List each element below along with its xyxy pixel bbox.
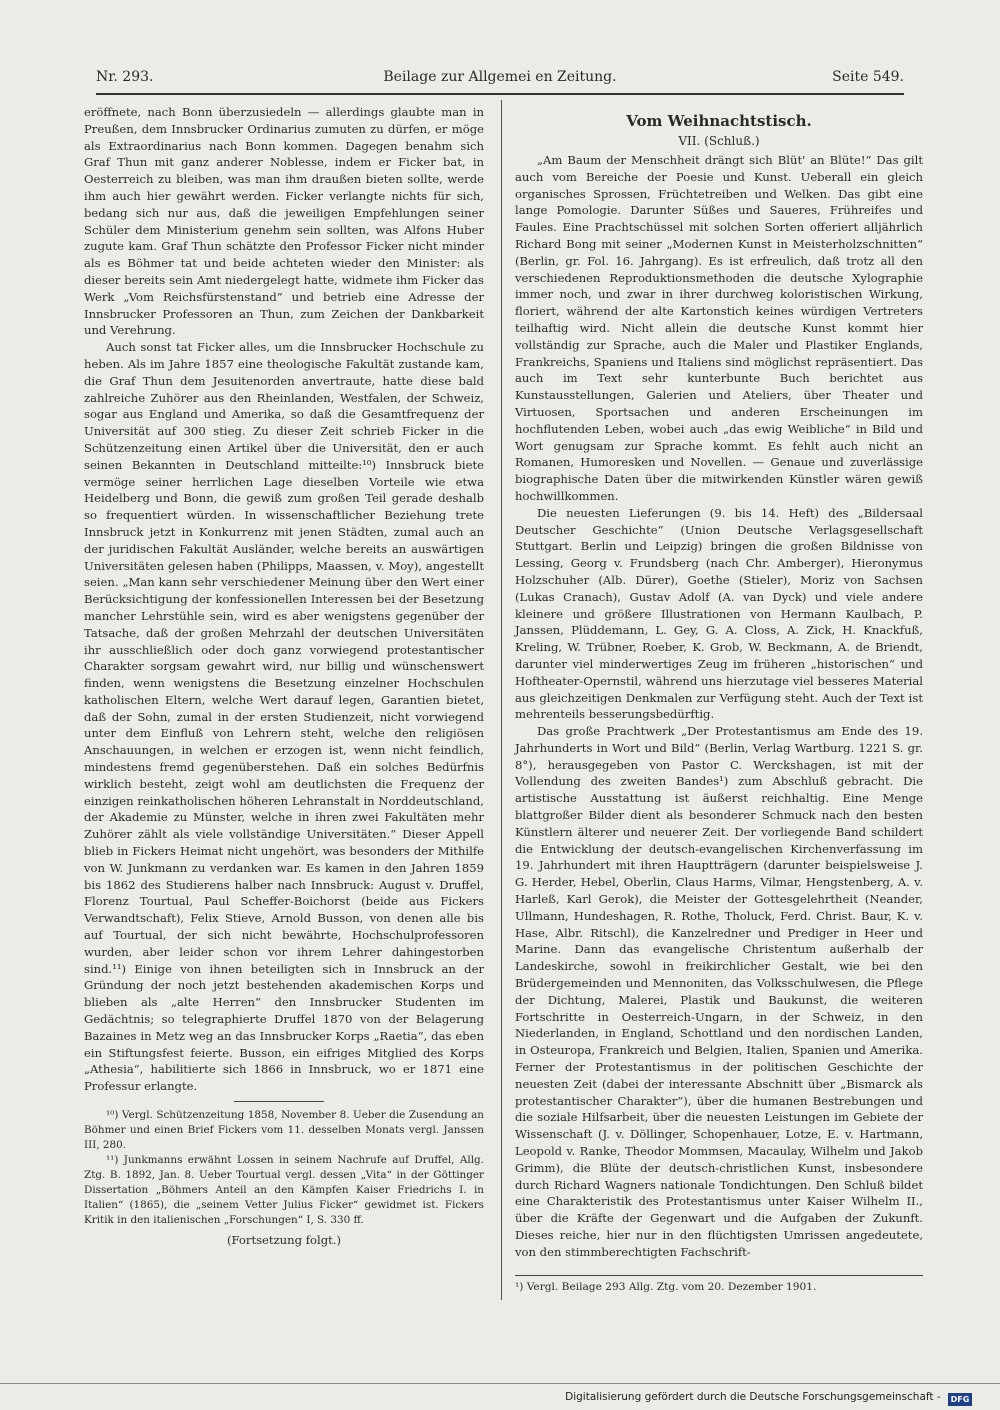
footnote: ¹) Vergl. Beilage 293 Allg. Ztg. vom 20. Dezember 1901. (515, 1275, 923, 1295)
column-divider (501, 100, 502, 1300)
continuation-note: (Fortsetzung folgt.) (226, 1233, 341, 1248)
footnote: ¹⁰) Vergl. Schützenzeitung 1858, November 8. Ueber die Zusendung an Böhmer und einen Brief Fickers vom 11. desselben Monats vergl. Janssen III, 280. (84, 1109, 484, 1152)
page-number: Seite 549. (832, 69, 904, 85)
digitization-footer (565, 1389, 972, 1405)
issue-number: Nr. 293. (96, 69, 154, 85)
right-paragraph: „Am Baum der Menschheit drängt sich Blüt' an Blüte!“ Das gilt auch vom Bereiche der Poesie und Kunst. Ueberall ein gleich organisches Sprossen, Früchtetreiben und Welken. Das gibt eine lange Pomologie. Darunter Süßes und Saueres, Frühreifes und Faules. Eine Prachtschüssel mit solchen Sorten offeriert alljährlich Richard Bong mit seiner „Modernen Kunst in Meisterholzschnitten“ (Berlin, gr. Fol. 16. Jahrgang). Es ist erfreulich, daß trotz all den verschiedenen Reproduktionsmethoden die deutsche Xylographie immer noch, und zwar in ihrer durchweg koloristischen Wirkung, floriert, während der alte Kartonstich keines würdigen Vertreters teilhaftig wird. Nicht allein die deutsche Kunst kommt hier vollständig zur Sprache, auch die Maler und Plastiker Englands, Frankreichs, Spaniens und Italiens sind möglichst repräsentiert. Das auch im Text sehr kunterbunte Buch berichtet aus Kunstausstellungen, Galerien und Ateliers, über Theater und Virtuosen, Sportsachen und anderen Erscheinungen im hochflutenden Leben, wobei auch „das ewig Weibliche“ in Bild und Wort genugsam zur Sprache kommt. Es fehlt auch nicht an Romanen, Humoresken und Novellen. — Genaue und zuverlässige biographische Daten über die mitwirkenden Künstler wären gewiß hochwillkommen. (515, 153, 923, 503)
publication-title: Beilage zur Allgemei en Zeitung. (383, 69, 617, 85)
right-paragraph: Die neuesten Lieferungen (9. bis 14. Heft) des „Bildersaal Deutscher Geschichte“ (Union Deutsche Verlagsgesellschaft Stuttgart. Berlin und Leipzig) bringen die großen Bildnisse von Lessing, Georg v. Frundsberg (nach Chr. Amberger), Hieronymus Holzschuher (Alb. Dürer), Goethe (Stieler), Moriz von Sachsen (Lukas Cranach), Gustav Adolf (A. van Dyck) und viele andere kleinere und größere Illustrationen von Hermann Kaulbach, P. Janssen, Plüddemann, L. Gey, G. A. Closs, A. Zick, H. Knackfuß, Kreling, W. Trübner, Roeber, K. Grob, W. Beckmann, A. de Briendt, darunter viel minderwertiges Zeug im früheren „historischen“ und Hoftheater-Opernstil, während uns hierzutage viel besseres Material aus gleichzeitigen Denkmalen zur Verfügung steht. Auch der Text ist mehrenteils besserungsbedürftig. (515, 505, 923, 722)
left-paragraph: eröffnete, nach Bonn überzusiedeln — allerdings glaubte man in Preußen, dem Innsbrucker Ordinarius zumuten zu dürfen, er möge als Extraordinarius nach Bonn kommen. Dagegen benahm sich Graf Thun mit ganz anderer Noblesse, indem er Ficker bat, in Oesterreich zu bleiben, was man ihm draußen bieten sollte, werde ihm auch hier gewährt werden. Ficker verlangte nichts für sich, bedang sich nur aus, daß die jeweiligen Empfehlungen seiner Schüler dem Ministerium genehm sein sollten, was Alfons Huber zugute kam. Graf Thun schätzte den Professor Ficker nicht minder als es Böhmer tat und beide achteten wieder den Minister: als dieser bereits sein Amt niedergelegt hatte, widmete ihm Ficker das Werk „Vom Reichsfürstenstand“ und betrieb eine Adresse der Innsbrucker Professoren an Thun, zum Zeichen der Dankbarkeit und Verehrung. (84, 105, 484, 338)
left-column (84, 104, 484, 1249)
page-header (96, 66, 904, 88)
right-column (515, 104, 923, 1295)
article-subtitle: VII. (Schluß.) (678, 134, 760, 148)
footer-rule (0, 1383, 1000, 1384)
header-rule (96, 93, 904, 95)
footnote: ¹¹) Junkmanns erwähnt Lossen in seinem Nachrufe auf Druffel, Allg. Ztg. B. 1892, Jan. 8. Ueber Tourtual vergl. dessen „Vita“ in der Göttinger Dissertation „Böhmers Anteil an den Kämpfen Kaiser Friedrichs I. in Italien“ (1865), die „seinem Vetter Julius Ficker“ gewidmet ist. Fickers Kritik in den italienischen „Forschungen“ I, S. 330 ff. (84, 1154, 484, 1227)
footnote-rule (234, 1101, 324, 1102)
article-title: Vom Weihnachtstisch. (626, 112, 812, 130)
left-paragraph: Auch sonst tat Ficker alles, um die Innsbrucker Hochschule zu heben. Als im Jahre 1857 eine theologische Fakultät zustande kam, die Graf Thun dem Jesuitenorden anvertraute, hatte diese bald zahlreiche Zuhörer aus den Rheinlanden, Westfalen, der Schweiz, sogar aus England und Amerika, so daß die Gesamtfrequenz der Universität auf 300 stieg. Zu dieser Zeit schrieb Ficker in die Schützenzeitung einen Artikel über die Universität, den er auch seinen Bekannten in Deutschland mitteilte:¹⁰) Innsbruck biete vermöge seiner herrlichen Lage dieselben Vorteile wie etwa Heidelberg und Bonn, die gewiß zum großen Teil gerade deshalb so frequentiert würden. In wissenschaftlicher Beziehung trete Innsbruck jetzt in Konkurrenz mit jenen Städten, zumal auch an der juridischen Fakultät Ausländer, welche bereits an auswärtigen Universitäten gelesen haben (Philipps, Maassen, v. Moy), angestellt seien. „Man kann sehr verschiedener Meinung über den Wert einer Berücksichtigung der konfessionellen Interessen bei der Besetzung mancher Lehrstühle sein, wird es aber wenigstens gegenüber der Tatsache, daß der großen Mehrzahl der deutschen Universitäten ihr ausschließlich oder doch ganz vorwiegend protestantischer Charakter sorgsam gewahrt wird, nur billig und wünschenswert finden, wenn wenigstens die Besetzung einzelner Hochschulen katholischen Eltern, welche Wert darauf legen, Garantien bietet, daß der Sohn, zumal in der ersten Studienzeit, nicht vorwiegend unter dem Einfluß von Lehrern steht, welche den religiösen Anschauungen, in welchen er erzogen ist, wenn nicht feindlich, mindestens fremd gegenüberstehen. Daß ein solches Bedürfnis wirklich besteht, zeigt wohl am deutlichsten die Frequenz der einzigen reinkatholischen höheren Lehranstalt in Norddeutschland, der Akademie zu Münster, welche in ihren zwei Fakultäten mehr Zuhörer zählt als viele vollständige Universitäten.“ Dieser Appell blieb in Fickers Heimat nicht ungehört, was besonders der Mithilfe von W. Junkmann zu verdanken war. Es kamen in den Jahren 1859 bis 1862 des Studierens halber nach Innsbruck: August v. Druffel, Florenz Tourtual, Paul Scheffer-Boichorst (beide aus Fickers Verwandtschaft), Felix Stieve, Arnold Busson, von denen alle bis auf Tourtual, der sich nicht bewährte, Hochschulprofessoren wurden, aber leider schon vor ihrem Lehrer dahingestorben sind.¹¹) Einige von ihnen beteiligten sich in Innsbruck an der Gründung der noch jetzt bestehenden akademischen Korps und blieben als „alte Herren“ den Innsbrucker Studenten im Gedächtnis; so telegraphierte Druffel 1870 von der Belagerung Bazaines in Metz weg an das Innsbrucker Korps „Raetia“, das eben ein Stiftungsfest feierte. Busson, ein eifriges Mitglied des Korps „Athesia“, habilitierte sich 1866 in Innsbruck, wo er 1871 eine Professur erlangte. (84, 340, 484, 1094)
funding-note: Digitalisierung gefördert durch die Deutsche Forschungsgemeinschaft - (565, 1391, 941, 1403)
right-paragraph: Das große Prachtwerk „Der Protestantismus am Ende des 19. Jahrhunderts in Wort und Bild“ (Berlin, Verlag Wartburg. 1221 S. gr. 8°), herausgegeben von Pastor C. Werckshagen, ist mit der Vollendung des zweiten Bandes¹) zum Abschluß gebracht. Die artistische Ausstattung ist äußerst reichhaltig. Eine Menge blattgroßer Bilder dient als besonderer Schmuck nach den besten Künstlern älterer und neuerer Zeit. Der vorliegende Band schildert die Entwicklung der deutsch-evangelischen Kirchenverfassung im 19. Jahrhundert mit ihren Hauptträgern (darunter beispielsweise J. G. Herder, Hebel, Oberlin, Claus Harms, Vilmar, Hengstenberg, A. v. Harleß, Karl Gerok), die Meister der Gottesgelehrtheit (Neander, Ullmann, Hundeshagen, R. Rothe, Tholuck, Ferd. Christ. Baur, K. v. Hase, Albr. Ritschl), die Kanzelredner und Prediger in Heer und Marine. Dann das evangelische Christentum außerhalb der Landeskirche, sowohl in freikirchlicher Gestalt, wie bei den Brüdergemeinden und Mennoniten, das Volksschulwesen, die Pflege der Dichtung, Malerei, Plastik und Baukunst, die weiteren Fortschritte in Oesterreich-Ungarn, in der Schweiz, in den Niederlanden, in England, Schottland und den nordischen Landen, in Osteuropa, Frankreich und Belgien, Italien, Spanien und Amerika. Ferner der Protestantismus in der politischen Geschichte der neuesten Zeit (dabei der interessante Abschnitt über „Bismarck als protestantischer Charakter“), über die humanen Bestrebungen und die soziale Hilfsarbeit, über die neuesten Leistungen im Gebiete der Wissenschaft (J. v. Döllinger, Schopenhauer, Lotze, E. v. Hartmann, Leopold v. Ranke, Theodor Mommsen, Macaulay, Wilhelm und Jakob Grimm), die Blüte der deutsch-christlichen Kunst, insbesondere durch Richard Wagners nationale Tondichtungen. Den Schluß bildet eine Charakteristik des Protestantismus unter Kaiser Wilhelm II., über die Kräfte der Gegenwart und die Aufgaben der Zukunft. Dieses reiche, hier nur in den flüchtigsten Umrissen angedeutete, von den stimmberechtigten Fachschrift- (515, 724, 923, 1259)
dfg-logo: DFG (948, 1393, 972, 1406)
